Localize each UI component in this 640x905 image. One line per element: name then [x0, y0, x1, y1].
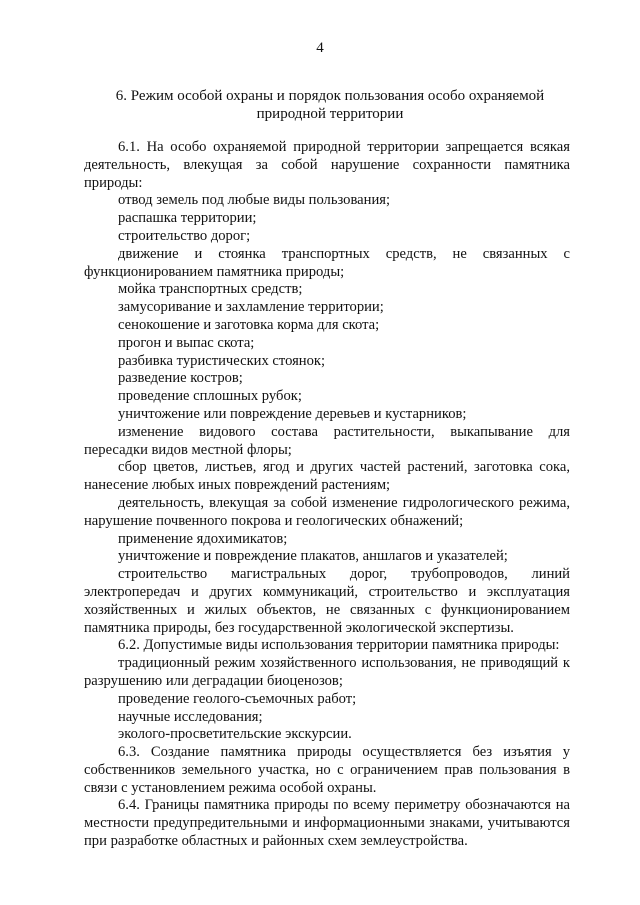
clause-6-1-item: распашка территории; — [118, 210, 257, 227]
clause-6-1-item: строительство магистральных дорог, трубопроводов, линий электропередач и других коммуникаций, строительство и эксплуатация хозяйственных и жилых объектов, не связанных с функционированием памятника природы, без государственной экологической экспертизы. — [84, 566, 570, 636]
page-number: 4 — [316, 40, 324, 56]
clause-6-1-item: разведение костров; — [118, 370, 243, 387]
clause-6-1-item: уничтожение и повреждение плакатов, аншлагов и указателей; — [118, 548, 508, 565]
clause-6-1-item: уничтожение или повреждение деревьев и кустарников; — [118, 405, 467, 422]
clause-6-1-item: отвод земель под любые виды пользования; — [118, 192, 391, 209]
clause-6-1-item: замусоривание и захламление территории; — [118, 299, 384, 316]
clause-6-1-item: сбор цветов, листьев, ягод и других частей растений, заготовка сока, нанесение любых иных повреждений растениям; — [84, 459, 570, 494]
clause-6-1-item: мойка транспортных средств; — [118, 281, 303, 298]
clause-6-1-item: проведение сплошных рубок; — [118, 388, 302, 405]
clause-6-1-item: строительство дорог; — [118, 227, 251, 244]
clause-6-2-item: научные исследования; — [118, 708, 263, 725]
clause-6-1-intro: 6.1. На особо охраняемой природной территории запрещается всякая деятельность, влекущая за собой нарушение сохранности памятника природы: — [84, 139, 570, 191]
clause-6-4: 6.4. Границы памятника природы по всему периметру обозначаются на местности предупредительными и информационными знаками, учитываются при разработке областных и районных схем землеустройства. — [84, 797, 570, 850]
clause-6-1-item: применение ядохимикатов; — [118, 530, 288, 547]
document-body — [84, 139, 570, 851]
clause-6-1-item: деятельность, влекущая за собой изменение гидрологического режима, нарушение почвенного покрова и геологических обнажений; — [84, 494, 570, 529]
clause-6-1-item: сенокошение и заготовка корма для скота; — [118, 316, 380, 333]
clause-6-2-item: проведение геолого-съемочных работ; — [118, 690, 357, 707]
clause-6-1-item: прогон и выпас скота; — [118, 334, 255, 351]
clause-6-2-intro: 6.2. Допустимые виды использования территории памятника природы: — [118, 637, 560, 654]
clause-6-1-item: движение и стоянка транспортных средств, не связанных с функционированием памятника природы; — [84, 245, 570, 280]
clause-6-2-item: эколого-просветительские экскурсии. — [118, 726, 352, 743]
section-title: 6. Режим особой охраны и порядок пользования особо охраняемой природной территории — [115, 88, 545, 122]
clause-6-3: 6.3. Создание памятника природы осуществляется без изъятия у собственников земельного участка, но с ограничением прав пользования в связи с установлением режима особой охраны. — [84, 744, 570, 796]
clause-6-1-item: изменение видового состава растительности, выкапывание для пересадки видов местной флоры; — [84, 423, 570, 458]
clause-6-1-item: разбивка туристических стоянок; — [118, 352, 326, 369]
clause-6-2-item: традиционный режим хозяйственного использования, не приводящий к разрушению или деградации биоценозов; — [84, 655, 570, 689]
